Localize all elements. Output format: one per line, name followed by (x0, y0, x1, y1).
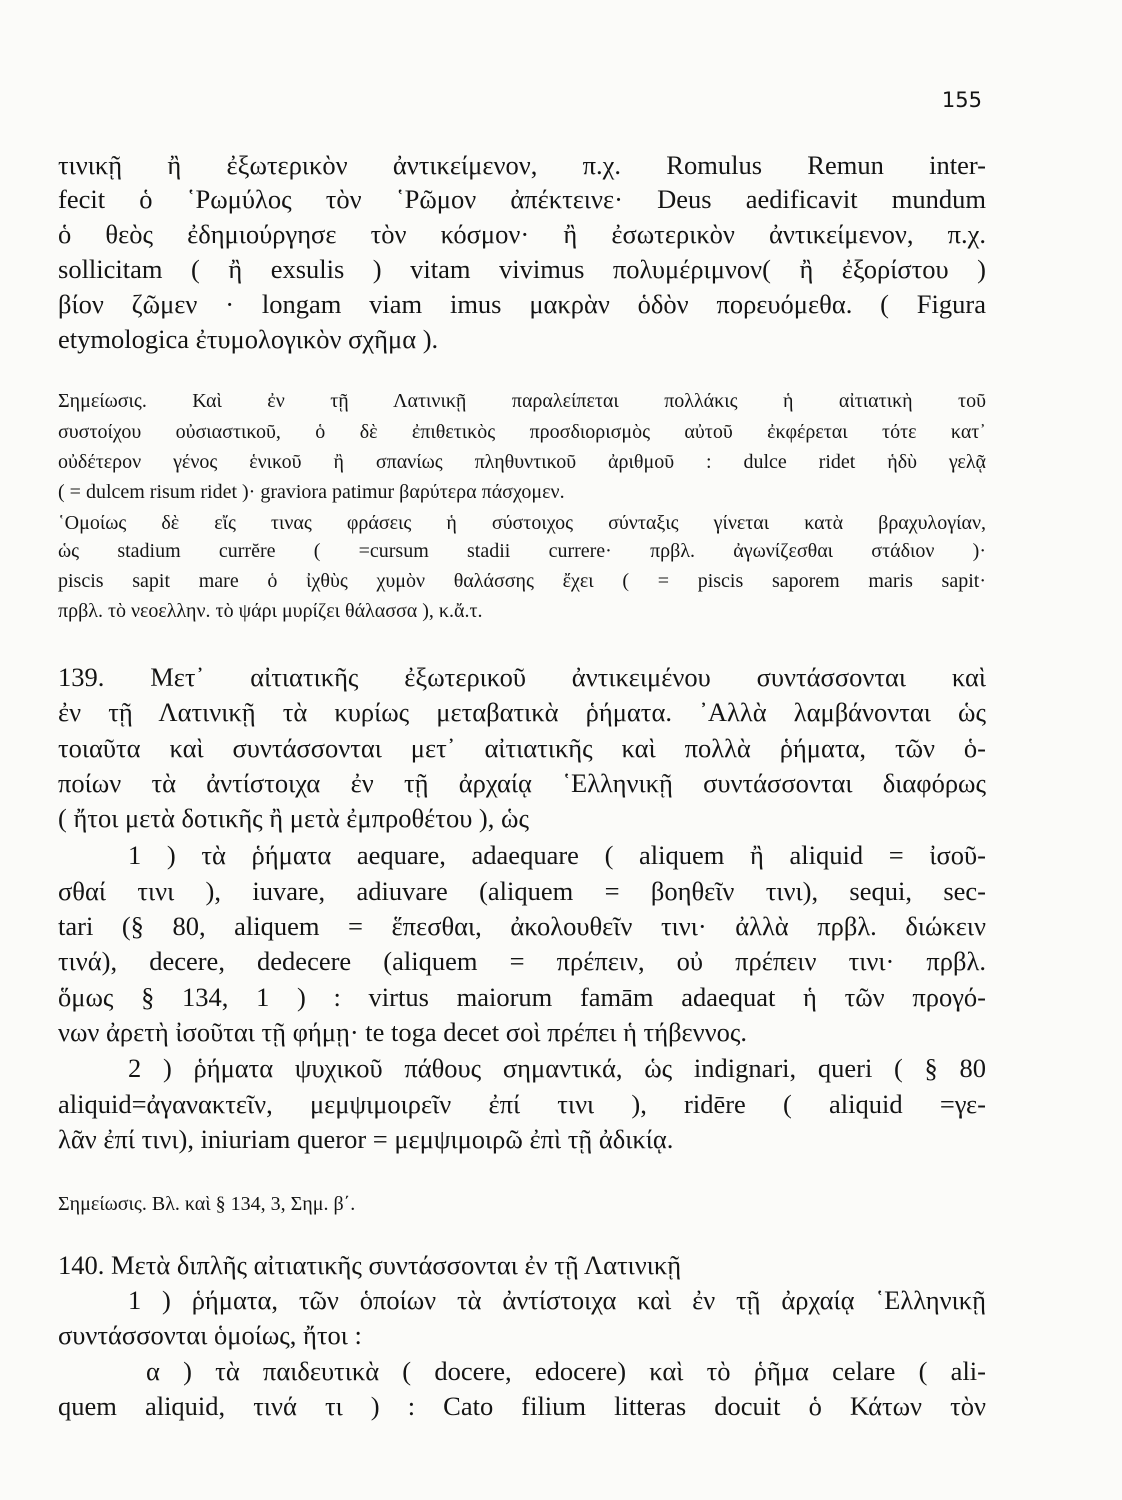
text-line: νων ἀρετὴ ἰσοῦται τῇ φήμῃ· te toga decet σοὶ πρέπει ἡ τήβεννος. (58, 1017, 748, 1047)
text-line: σθαί τινι ), iuvare, adiuvare (aliquem = βοηθεῖν τινι), sequi, sec- (58, 876, 986, 906)
text-line: tari (§ 80, aliquem = ἕπεσθαι, ἀκολουθεῖν τινι· ἀλλὰ πρβλ. διώκειν (58, 911, 986, 941)
text-line: 2 ) ῥήματα ψυχικοῦ πάθους σημαντικά, ὡς indignari, queri ( § 80 (128, 1053, 986, 1083)
note-line: piscis sapit mare ὁ ἰχθὺς χυμὸν θαλάσσης ἔχει ( = piscis saporem maris sapit· (58, 570, 986, 592)
note-line: ὡς stadium currĕre ( =cursum stadii currere· πρβλ. ἀγωνίζεσθαι στάδιον )· (58, 540, 986, 562)
note-line: Σημείωσις. Καὶ ἐν τῇ Λατινικῇ παραλείπεται πολλάκις ἡ αἰτιατικὴ τοῦ (58, 390, 986, 412)
text-line: τινά), decere, dedecere (aliquem = πρέπειν, οὐ πρέπειν τινι· πρβλ. (58, 946, 986, 976)
note-line: συστοίχου οὐσιαστικοῦ, ὁ δὲ ἐπιθετικὸς προσδιορισμὸς αὐτοῦ ἐκφέρεται τότε κατ᾽ (58, 421, 986, 443)
page-number: 155 (941, 88, 982, 112)
text-line: quem aliquid, τινά τι ) : Cato filium litteras docuit ὁ Κάτων τὸν (58, 1391, 986, 1421)
text-line: etymologica ἐτυμολογικὸν σχῆμα ). (58, 324, 439, 354)
text-line: συντάσσονται ὁμοίως, ἤτοι : (58, 1320, 362, 1350)
text-line: λᾶν ἐπί τινι), iniuriam queror = μεμψιμοιρῶ ἐπὶ τῇ ἀδικίᾳ. (58, 1124, 674, 1154)
text-line: ἐν τῇ Λατινικῇ τὰ κυρίως μεταβατικὰ ῥήματα. ᾿Αλλὰ λαμβάνονται ὡς (58, 697, 986, 727)
text-line: ποίων τὰ ἀντίστοιχα ἐν τῇ ἀρχαίᾳ ῾Ελληνικῇ συντάσσονται διαφόρως (58, 768, 986, 798)
note-line: ( = dulcem risum ridet )· graviora patimur βαρύτερα πάσχομεν. (58, 481, 565, 503)
note-line: Σημείωσις. Βλ. καὶ § 134, 3, Σημ. β΄. (58, 1193, 356, 1215)
text-line: 1 ) τὰ ῥήματα aequare, adaequare ( aliquem ἢ aliquid = ἰσοῦ- (128, 840, 986, 870)
text-line: fecit ὁ ῾Ρωμύλος τὸν ῾Ρῶμον ἀπέκτεινε· Deus aedificavit mundum (58, 184, 986, 214)
text-line: τινικῇ ἢ ἐξωτερικὸν ἀντικείμενον, π.χ. Romulus Remun inter- (58, 150, 986, 180)
text-line: aliquid=ἀγανακτεῖν, μεμψιμοιρεῖν ἐπί τινι ), ridēre ( aliquid =γε- (58, 1089, 986, 1119)
note-line: πρβλ. τὸ νεοελλην. τὸ ψάρι μυρίζει θάλασσα ), κ.ἄ.τ. (58, 600, 483, 622)
note-line: οὐδέτερον γένος ἑνικοῦ ἢ σπανίως πληθυντικοῦ ἀριθμοῦ : dulce ridet ἡδὺ γελᾷ (58, 451, 986, 473)
text-line: ( ἤτοι μετὰ δοτικῆς ἢ μετὰ ἐμπροθέτου ), ὡς (58, 803, 529, 833)
text-line: ὁ θεὸς ἐδημιούργησε τὸν κόσμον· ἢ ἐσωτερικὸν ἀντικείμενον, π.χ. (58, 219, 986, 249)
text-line: 1 ) ῥήματα, τῶν ὁποίων τὰ ἀντίστοιχα καὶ ἐν τῇ ἀρχαίᾳ ῾Ελληνικῇ (128, 1285, 986, 1315)
text-line: βίον ζῶμεν · longam viam imus μακρὰν ὁδὸν πορευόμεθα. ( Figura (58, 289, 986, 319)
note-line: ῾Ομοίως δὲ εἴς τινας φράσεις ἡ σύστοιχος σύνταξις γίνεται κατὰ βραχυλογίαν, (58, 512, 986, 534)
section-139-line: 139. Μετ᾽ αἰτιατικῆς ἐξωτερικοῦ ἀντικειμένου συντάσσονται καὶ (58, 662, 986, 692)
text-line: τοιαῦτα καὶ συντάσσονται μετ᾽ αἰτιατικῆς καὶ πολλὰ ῥήματα, τῶν ὁ- (58, 733, 986, 763)
text-line: α ) τὰ παιδευτικὰ ( docere, edocere) καὶ τὸ ῥῆμα celare ( ali- (146, 1356, 986, 1386)
text-line: sollicitam ( ἢ exsulis ) vitam vivimus πολυμέριμνον( ἢ ἐξορίστου ) (58, 254, 986, 284)
text-line: ὅμως § 134, 1 ) : virtus maiorum famām adaequat ἡ τῶν προγό- (58, 982, 986, 1012)
section-140-line: 140. Μετὰ διπλῆς αἰτιατικῆς συντάσσονται ἐν τῇ Λατινικῇ (58, 1250, 682, 1280)
